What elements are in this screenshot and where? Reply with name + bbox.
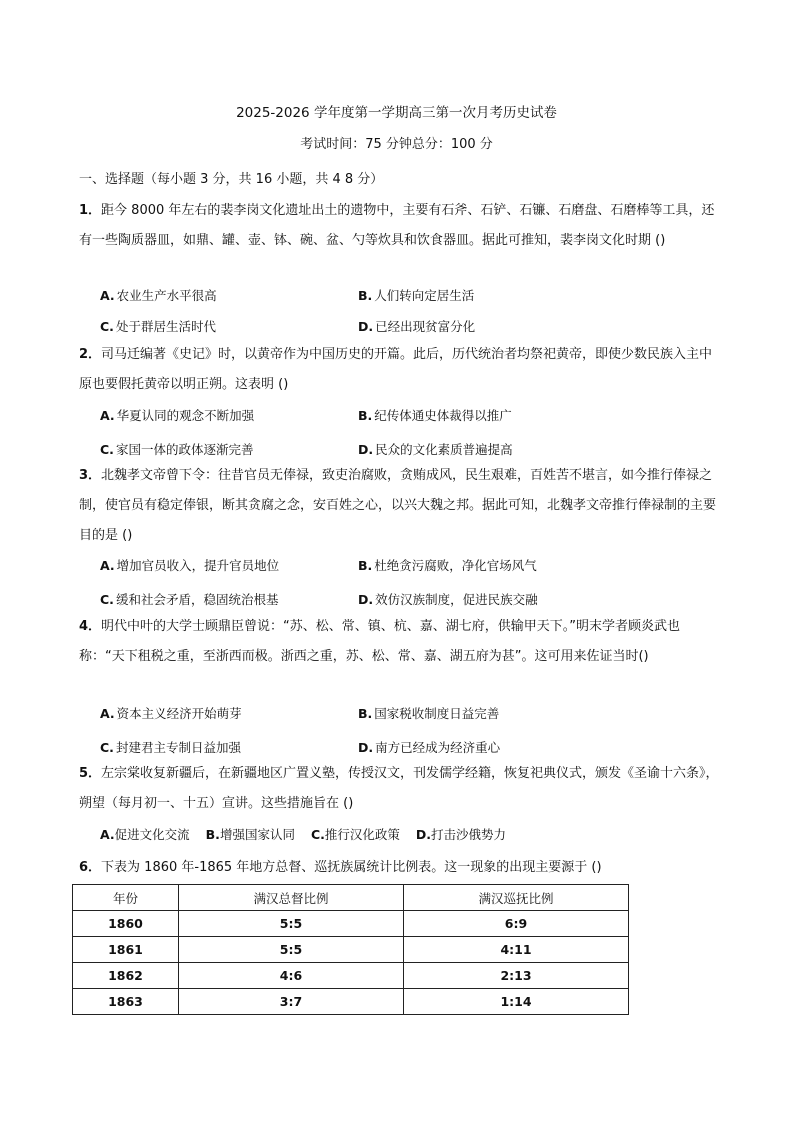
- option-c[interactable]: [311, 827, 400, 842]
- option-a[interactable]: [100, 286, 217, 304]
- option-label: A.: [100, 706, 115, 721]
- question-5: [79, 759, 719, 819]
- question-2: [79, 340, 719, 400]
- option-d[interactable]: [416, 827, 506, 842]
- table-cell: 5:5: [178, 937, 403, 963]
- option-text: 农业生产水平很高: [116, 288, 217, 303]
- question-number: 5．: [79, 766, 102, 781]
- option-text: 国家税收制度日益完善: [374, 706, 500, 721]
- table-row: [73, 911, 629, 937]
- question-4: [79, 612, 719, 672]
- option-text: 推行汉化政策: [324, 827, 400, 842]
- option-text: 民众的文化素质普遍提高: [375, 442, 513, 457]
- option-label: C.: [100, 442, 114, 457]
- table-header-cell: 满汉巡抚比例: [403, 885, 628, 911]
- option-text: 缓和社会矛盾，稳固统治根基: [115, 592, 279, 607]
- option-label: B.: [358, 288, 373, 303]
- option-b[interactable]: [358, 556, 537, 574]
- question-number: 3．: [79, 468, 102, 483]
- option-a[interactable]: [100, 556, 279, 574]
- option-label: B.: [358, 408, 373, 423]
- question-number: 1．: [79, 203, 102, 218]
- option-text: 纪传体通史体裁得以推广: [374, 408, 512, 423]
- option-label: C.: [100, 740, 114, 755]
- option-label: D.: [358, 740, 374, 755]
- option-label: B.: [358, 558, 373, 573]
- option-text: 杜绝贪污腐败，净化官场风气: [374, 558, 537, 573]
- table-cell: 6:9: [403, 911, 628, 937]
- table-cell: 4:6: [178, 963, 403, 989]
- inline-options: [100, 825, 518, 843]
- exam-title: 2025-2026 学年度第一学期高三第一次月考历史试卷: [236, 105, 557, 121]
- option-label: B.: [358, 706, 373, 721]
- statistics-table: [72, 884, 629, 1015]
- question-number: 6．: [79, 860, 102, 875]
- section-heading: 一、选择题（每小题 3 分，共 16 小题，共 4 8 分）: [79, 172, 384, 187]
- option-b[interactable]: [358, 406, 512, 424]
- question-stem: 北魏孝文帝曾下令：往昔官员无俸禄，致吏治腐败，贪贿成风，民生艰难，百姓苦不堪言，如今推行俸禄之制，使官员有稳定俸银，断其贪腐之念，安百姓之心，以兴大魏之邦。据此可知，北魏孝文帝推行俸禄制的主要目的是 (): [79, 468, 717, 543]
- table-cell: 3:7: [178, 989, 403, 1015]
- option-text: 人们转向定居生活: [374, 288, 475, 303]
- option-a[interactable]: [100, 704, 242, 722]
- option-text: 效仿汉族制度，促进民族交融: [375, 592, 538, 607]
- option-text: 已经出现贫富分化: [375, 319, 476, 334]
- option-b[interactable]: [358, 286, 474, 304]
- option-text: 南方已经成为经济重心: [375, 740, 501, 755]
- question-6: [79, 853, 719, 883]
- option-b[interactable]: [206, 827, 295, 842]
- option-text: 封建君主专制日益加强: [115, 740, 241, 755]
- option-c[interactable]: [100, 317, 216, 335]
- option-text: 资本主义经济开始萌芽: [116, 706, 242, 721]
- option-d[interactable]: [358, 738, 500, 756]
- option-label: A.: [100, 558, 115, 573]
- exam-subtitle: 考试时间：75 分钟总分：100 分: [300, 137, 493, 152]
- option-label: A.: [100, 288, 115, 303]
- question-stem: 左宗棠收复新疆后，在新疆地区广置义塾，传授汉文，刊发儒学经籍，恢复祀典仪式，颁发《圣谕十六条》，朔望（每月初一、十五）宣讲。这些措施旨在 (): [79, 766, 719, 811]
- question-number: 4．: [79, 619, 102, 634]
- question-1: [79, 196, 719, 256]
- option-text: 华夏认同的观念不断加强: [116, 408, 255, 423]
- option-c[interactable]: [100, 738, 241, 756]
- option-label: D.: [358, 442, 374, 457]
- option-d[interactable]: [358, 590, 538, 608]
- table-row: [73, 937, 629, 963]
- option-d[interactable]: [358, 440, 513, 458]
- option-text: 增加官员收入，提升官员地位: [116, 558, 280, 573]
- option-label: C.: [100, 592, 114, 607]
- option-text: 增强国家认同: [219, 827, 295, 842]
- option-text: 促进文化交流: [114, 827, 190, 842]
- table-cell: 2:13: [403, 963, 628, 989]
- option-text: 家国一体的政体逐渐完善: [115, 442, 254, 457]
- table-cell: 1863: [73, 989, 179, 1015]
- table-cell: 4:11: [403, 937, 628, 963]
- option-b[interactable]: [358, 704, 499, 722]
- option-label: C.: [100, 319, 114, 334]
- table-row: [73, 963, 629, 989]
- table-row: [73, 989, 629, 1015]
- table-header-row: [73, 885, 629, 911]
- option-label: B.: [205, 827, 220, 842]
- option-label: D.: [358, 592, 374, 607]
- option-a[interactable]: [100, 406, 254, 424]
- table-cell: 1862: [73, 963, 179, 989]
- question-3: [79, 461, 719, 551]
- option-label: C.: [310, 827, 325, 842]
- option-text: 处于群居生活时代: [115, 319, 216, 334]
- table-cell: 1860: [73, 911, 179, 937]
- option-d[interactable]: [358, 317, 475, 335]
- table-cell: 5:5: [178, 911, 403, 937]
- question-stem: 距今 8000 年左右的裴李岗文化遗址出土的遗物中，主要有石斧、石铲、石镰、石磨盘、石磨棒等工具，还有一些陶质器皿，如鼎、罐、壶、钵、碗、盆、勺等炊具和饮食器皿。据此可推知，裴李岗文化时期 (): [79, 203, 715, 248]
- question-stem: 下表为 1860 年-1865 年地方总督、巡抚族属统计比例表。这一现象的出现主要源于 (): [101, 860, 602, 875]
- option-a[interactable]: [100, 827, 190, 842]
- question-number: 2．: [79, 347, 102, 362]
- option-label: A.: [100, 827, 115, 842]
- option-c[interactable]: [100, 440, 253, 458]
- table-header-cell: 年份: [73, 885, 179, 911]
- option-c[interactable]: [100, 590, 278, 608]
- question-stem: 明代中叶的大学士顾鼎臣曾说：“苏、松、常、镇、杭、嘉、湖七府，供输甲天下。”明末学者顾炎武也称：“天下租税之重，至浙西而极。浙西之重，苏、松、常、嘉、湖五府为甚”。这可用来佐证当时(): [79, 619, 681, 664]
- question-stem: 司马迁编著《史记》时，以黄帝作为中国历史的开篇。此后，历代统治者均祭祀黄帝，即使少数民族入主中原也要假托黄帝以明正朔。这表明 (): [79, 347, 713, 392]
- table-cell: 1861: [73, 937, 179, 963]
- option-label: A.: [100, 408, 115, 423]
- option-label: D.: [358, 319, 374, 334]
- option-label: D.: [415, 827, 431, 842]
- table-header-cell: 满汉总督比例: [178, 885, 403, 911]
- table-cell: 1:14: [403, 989, 628, 1015]
- option-text: 打击沙俄势力: [431, 827, 507, 842]
